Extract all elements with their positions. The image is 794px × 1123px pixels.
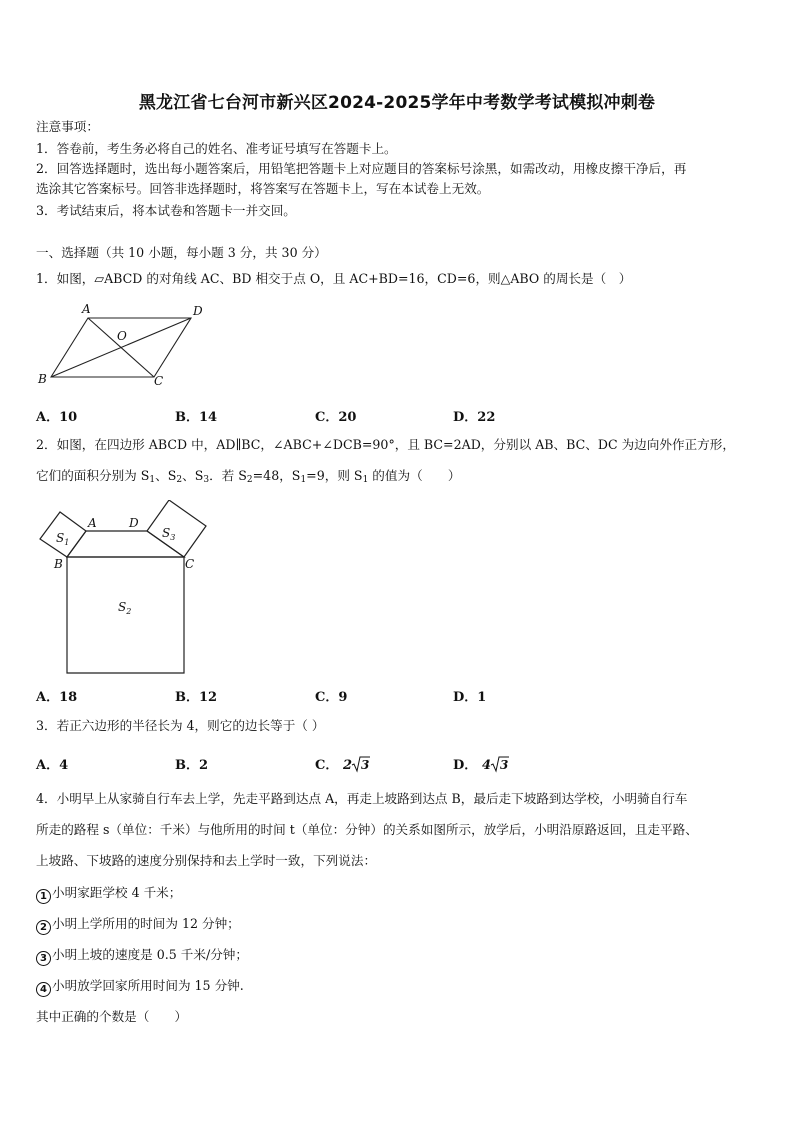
q3-option-c-label: C． — [315, 758, 339, 773]
q1-option-a[interactable]: A．10 — [36, 410, 78, 425]
q2-label-c: C — [185, 557, 195, 571]
q2-option-d[interactable]: D．1 — [453, 690, 487, 705]
q3-stem: 3．若正六边形的半径长为 4，则它的边长等于（ ） — [36, 718, 325, 733]
q1-label-a: A — [82, 302, 91, 316]
q2-text-seg: 、S — [155, 468, 177, 483]
q2-label-s1-letter: S — [56, 531, 65, 545]
notice-item-2: 2．回答选择题时，选出每小题答案后，用铅笔把答题卡上对应题目的答案标号涂黑，如需改动，用橡皮擦干净后，再 — [36, 161, 687, 176]
q3-option-b[interactable]: B．2 — [175, 758, 209, 773]
q2-label-d: D — [129, 516, 139, 530]
circled-number-icon: 3 — [36, 951, 51, 966]
circled-number-icon: 2 — [36, 920, 51, 935]
notice-item-2-cont: 选涂其它答案标号。回答非选择题时，将答案写在答题卡上，写在本试卷上无效。 — [36, 181, 490, 196]
q3-option-d-radicand: 3 — [499, 758, 509, 772]
q2-stem-line1: 2．如图，在四边形 ABCD 中，AD∥BC，∠ABC+∠DCB=90°，且 BC=2AD，分别以 AB、BC、DC 为边向外作正方形， — [36, 437, 735, 452]
q2-sub: 1 — [149, 475, 156, 485]
q2-square-s3 — [147, 500, 206, 557]
q1-label-b: B — [38, 372, 47, 386]
q4-statement-text: 小明家距学校 4 千米； — [52, 885, 182, 900]
circled-number-icon: 1 — [36, 889, 51, 904]
q4-statement-3 — [36, 946, 248, 966]
q3-option-d-sqrt — [482, 754, 510, 774]
q2-sub: 2 — [246, 475, 253, 485]
q2-sub: 1 — [300, 475, 307, 485]
q4-stem-line1: 4．小明早上从家骑自行车去上学，先走平路到达点 A，再走上坡路到达点 B，最后走下坡路到达学校，小明骑自行车 — [36, 791, 688, 806]
q2-label-b: B — [54, 557, 63, 571]
q4-statement-text: 小明放学回家所用时间为 15 分钟. — [52, 978, 244, 993]
q2-squares-figure — [34, 500, 214, 682]
q2-text-seg: 它们的面积分别为 S — [36, 468, 150, 483]
q4-statement-1 — [36, 884, 181, 904]
section-heading: 一、选择题（共 10 小题，每小题 3 分，共 30 分） — [36, 245, 327, 260]
q2-label-s2-letter: S — [118, 600, 127, 614]
q1-option-d[interactable]: D．22 — [453, 410, 496, 425]
q3-option-c-sqrt — [343, 754, 371, 774]
q2-text-seg: 、S — [182, 468, 204, 483]
q3-option-c-coef: 2 — [342, 758, 352, 773]
q4-question: 其中正确的个数是（ ） — [36, 1009, 188, 1024]
q2-label-s3-sub: 3 — [170, 533, 176, 542]
page-title: 黑龙江省七台河市新兴区2024-2025学年中考数学考试模拟冲刺卷 — [138, 93, 656, 113]
q1-label-d: D — [193, 304, 203, 318]
q2-label-s3-letter: S — [162, 526, 171, 540]
q2-label-s2 — [118, 600, 131, 616]
notice-item-3: 3．考试结束后，将本试卷和答题卡一并交回。 — [36, 203, 296, 218]
circled-number-icon: 4 — [36, 982, 51, 997]
q3-option-d-label: D． — [453, 758, 478, 773]
q1-diagonal-bd — [51, 318, 191, 377]
q4-statement-4 — [36, 977, 244, 997]
q2-option-a[interactable]: A．18 — [36, 690, 78, 705]
q2-text-seg: =48，S — [252, 468, 301, 483]
q4-stem-line3: 上坡路、下坡路的速度分别保持和去上学时一致，下列说法： — [36, 853, 377, 868]
q2-label-s1-sub: 1 — [64, 538, 70, 547]
q2-option-c[interactable]: C．9 — [315, 690, 348, 705]
q2-label-s3 — [162, 526, 175, 542]
q2-stem-line2 — [36, 467, 460, 489]
q1-label-o: O — [117, 329, 127, 343]
q3-option-d[interactable] — [453, 754, 510, 774]
notice-item-1: 1．答卷前，考生务必将自己的姓名、准考证号填写在答题卡上。 — [36, 141, 397, 156]
notice-heading: 注意事项： — [36, 119, 99, 134]
q1-option-b[interactable]: B．14 — [175, 410, 218, 425]
q1-stem: 1．如图，▱ABCD 的对角线 AC、BD 相交于点 O，且 AC+BD=16，CD=6，则△ABO 的周长是（ ） — [36, 271, 632, 286]
q2-text-seg: ．若 S — [209, 468, 247, 483]
q2-label-s2-sub: 2 — [126, 607, 132, 616]
q3-option-c[interactable] — [315, 754, 371, 774]
q2-label-s1 — [56, 531, 69, 547]
q3-option-c-radicand: 3 — [360, 758, 370, 772]
q4-stem-line2: 所走的路程 s（单位：千米）与他所用的时间 t（单位：分钟）的关系如图所示，放学后，小明沿原路返回，且走平路、 — [36, 822, 698, 837]
q4-statement-2 — [36, 915, 240, 935]
q2-sub: 1 — [362, 475, 369, 485]
q3-option-a[interactable]: A．4 — [36, 758, 69, 773]
q2-option-b[interactable]: B．12 — [175, 690, 218, 705]
q2-text-seg: =9，则 S — [306, 468, 363, 483]
q2-sub: 2 — [176, 475, 183, 485]
q1-label-c: C — [154, 374, 164, 388]
q4-statement-text: 小明上坡的速度是 0.5 千米/分钟； — [52, 947, 248, 962]
q2-text-seg: 的值为（ ） — [368, 468, 461, 483]
q4-statement-text: 小明上学所用的时间为 12 分钟； — [52, 916, 240, 931]
q3-option-d-coef: 4 — [481, 758, 491, 773]
q2-label-a: A — [88, 516, 97, 530]
q2-sub: 3 — [203, 475, 210, 485]
q1-option-c[interactable]: C．20 — [315, 410, 357, 425]
q1-parallelogram-figure — [36, 298, 216, 390]
